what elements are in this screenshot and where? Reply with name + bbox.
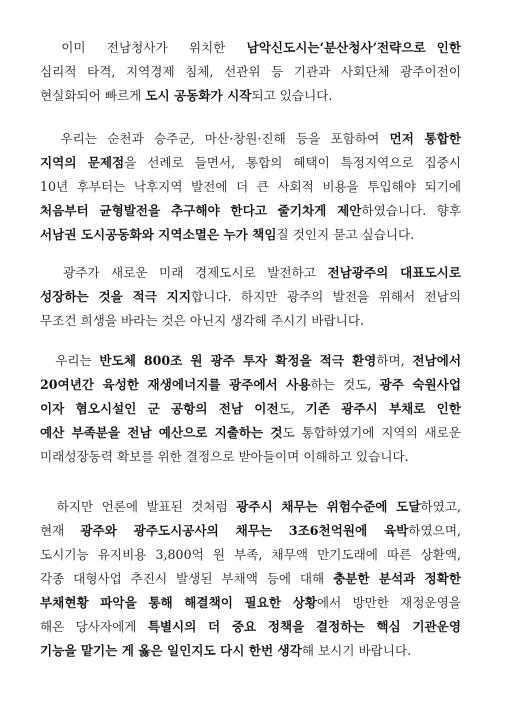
body-text: 하였으며,: [408, 522, 461, 538]
paragraph: [40, 36, 461, 108]
emphasized-text: 기능을 맡기는 게 옳은 일인지도 다시 한번 생각: [40, 642, 302, 658]
body-text: 질 것인지 묻고 싶습니다.: [276, 226, 415, 242]
body-text: 각종 대형사업 추진시 발생된 부채액 등에 대해: [40, 570, 334, 586]
body-text: 도 통합하였기에 지역의 새로운: [282, 424, 461, 440]
body-text: 합니다. 하지만 광주의 발전을 위해서 전남의: [191, 288, 462, 304]
paragraph: [40, 261, 461, 333]
emphasized-text: 성장하는 것을 적극 지지: [40, 288, 192, 304]
body-text: 되고 있습니다.: [251, 88, 333, 103]
text-line: [40, 151, 461, 175]
body-text: 하였고,: [420, 498, 461, 514]
emphasized-text: 전남광주의 대표도시로: [327, 264, 461, 280]
body-text: 하는 것도,: [310, 376, 380, 392]
text-line: [40, 309, 461, 333]
text-line: [40, 36, 461, 60]
emphasized-text: 전남에서: [412, 352, 461, 368]
body-text: 도시기능 유지비용 3,800억 원 부족, 채무액 만기도래에 따른 상환액,: [40, 546, 461, 562]
text-line: [40, 175, 461, 199]
emphasized-text: 광주시 채무는 위험수준에 도달: [236, 498, 421, 514]
emphasized-text: 지역의 문제점: [40, 154, 125, 170]
body-text: 하지만 언론에 발표된 것처럼: [40, 498, 237, 514]
body-text: 해 보시기 바랍니다.: [301, 642, 412, 658]
text-line: [40, 127, 461, 151]
paragraph: [40, 495, 461, 663]
body-text: 현재: [40, 522, 81, 538]
paragraph: [40, 349, 461, 469]
text-line: [40, 60, 461, 84]
emphasized-text: 충분한 분석과 정확한: [333, 570, 462, 586]
body-text: 우리는 순천과 승주군, 마산·창원·진해 등을 포함하여: [40, 130, 390, 146]
emphasized-text: 예산 부족분을 전남 예산으로 지출하는 것: [40, 424, 283, 440]
emphasized-text: 기존 광주시 부채로 인한: [305, 400, 461, 416]
body-text: 에서 방만한 재정운영을: [316, 594, 461, 610]
body-text: 심리적 타격, 지역경제 침체, 선관위 등 기관과 사회단체 광주이전이: [40, 64, 461, 79]
body-text: 미래성장동력 확보를 위한 결정으로 받아들이며 이해하고 있습니다.: [40, 448, 409, 464]
emphasized-text: 도시 공동화가 시작: [145, 88, 252, 103]
text-line: [40, 223, 461, 247]
body-text: 을 선례로 들면서, 통합의 혜택이 특정지역으로 집중시: [124, 154, 461, 170]
body-text: 광주가 새로운 미래 경제도시로 발전하고: [40, 264, 328, 280]
body-text: 10년 후부터는 낙후지역 발전에 더 큰 사회적 비용을 투입해야 되기에: [40, 178, 461, 194]
body-text: 하며,: [376, 352, 413, 368]
emphasized-text: 특별시의 더 중요 정책을 결정하는 핵심 기관운영: [147, 618, 461, 634]
text-line: [40, 543, 461, 567]
emphasized-text: 처음부터 균형발전을 추구해야 한다고 줄기차게 제안: [40, 202, 362, 218]
text-line: [40, 567, 461, 591]
text-line: [40, 199, 461, 223]
body-text: 도,: [278, 400, 306, 416]
text-line: [40, 373, 461, 397]
text-line: [40, 349, 461, 373]
emphasized-text: 광주와 광주도시공사의 채무는 3조6천억원에 육박: [80, 522, 409, 538]
body-text: 이미 전남청사가 위치한: [40, 40, 247, 55]
text-line: [40, 519, 461, 543]
text-line: [40, 261, 461, 285]
emphasized-text: 이자 혐오시설인 군 공항의 전남 이전: [40, 400, 279, 416]
body-text: 우리는: [40, 352, 100, 368]
emphasized-text: 서남권 도시공동화와 지역소멸은 누가 책임: [40, 226, 277, 242]
text-line: [40, 421, 461, 445]
text-line: [40, 495, 461, 519]
emphasized-text: 먼저 통합한: [389, 130, 461, 146]
text-line: [40, 639, 461, 663]
text-line: [40, 397, 461, 421]
body-text: 하였습니다. 향후: [361, 202, 461, 218]
text-line: [40, 285, 461, 309]
emphasized-text: 부채현황 파악을 통해 해결책이 필요한 상황: [40, 594, 317, 610]
body-text: 해온 당사자에게: [40, 618, 148, 634]
paragraph: [40, 127, 461, 247]
text-line: [40, 84, 461, 108]
emphasized-text: 광주 숙원사업: [379, 376, 462, 392]
body-text: 무조건 희생을 바라는 것은 아닌지 생각해 주시기 바랍니다.: [40, 312, 364, 328]
emphasized-text: 20여년간 육성한 재생에너지를 광주에서 사용: [40, 376, 311, 392]
emphasized-text: 반도체 800조 원 광주 투자 확정을 적극 환영: [99, 352, 377, 368]
text-line: [40, 445, 461, 469]
emphasized-text: 남악신도시는‘분산청사’전략으로 인한: [246, 40, 461, 55]
body-text: 현실화되어 빠르게: [40, 88, 146, 103]
text-line: [40, 591, 461, 615]
text-line: [40, 615, 461, 639]
